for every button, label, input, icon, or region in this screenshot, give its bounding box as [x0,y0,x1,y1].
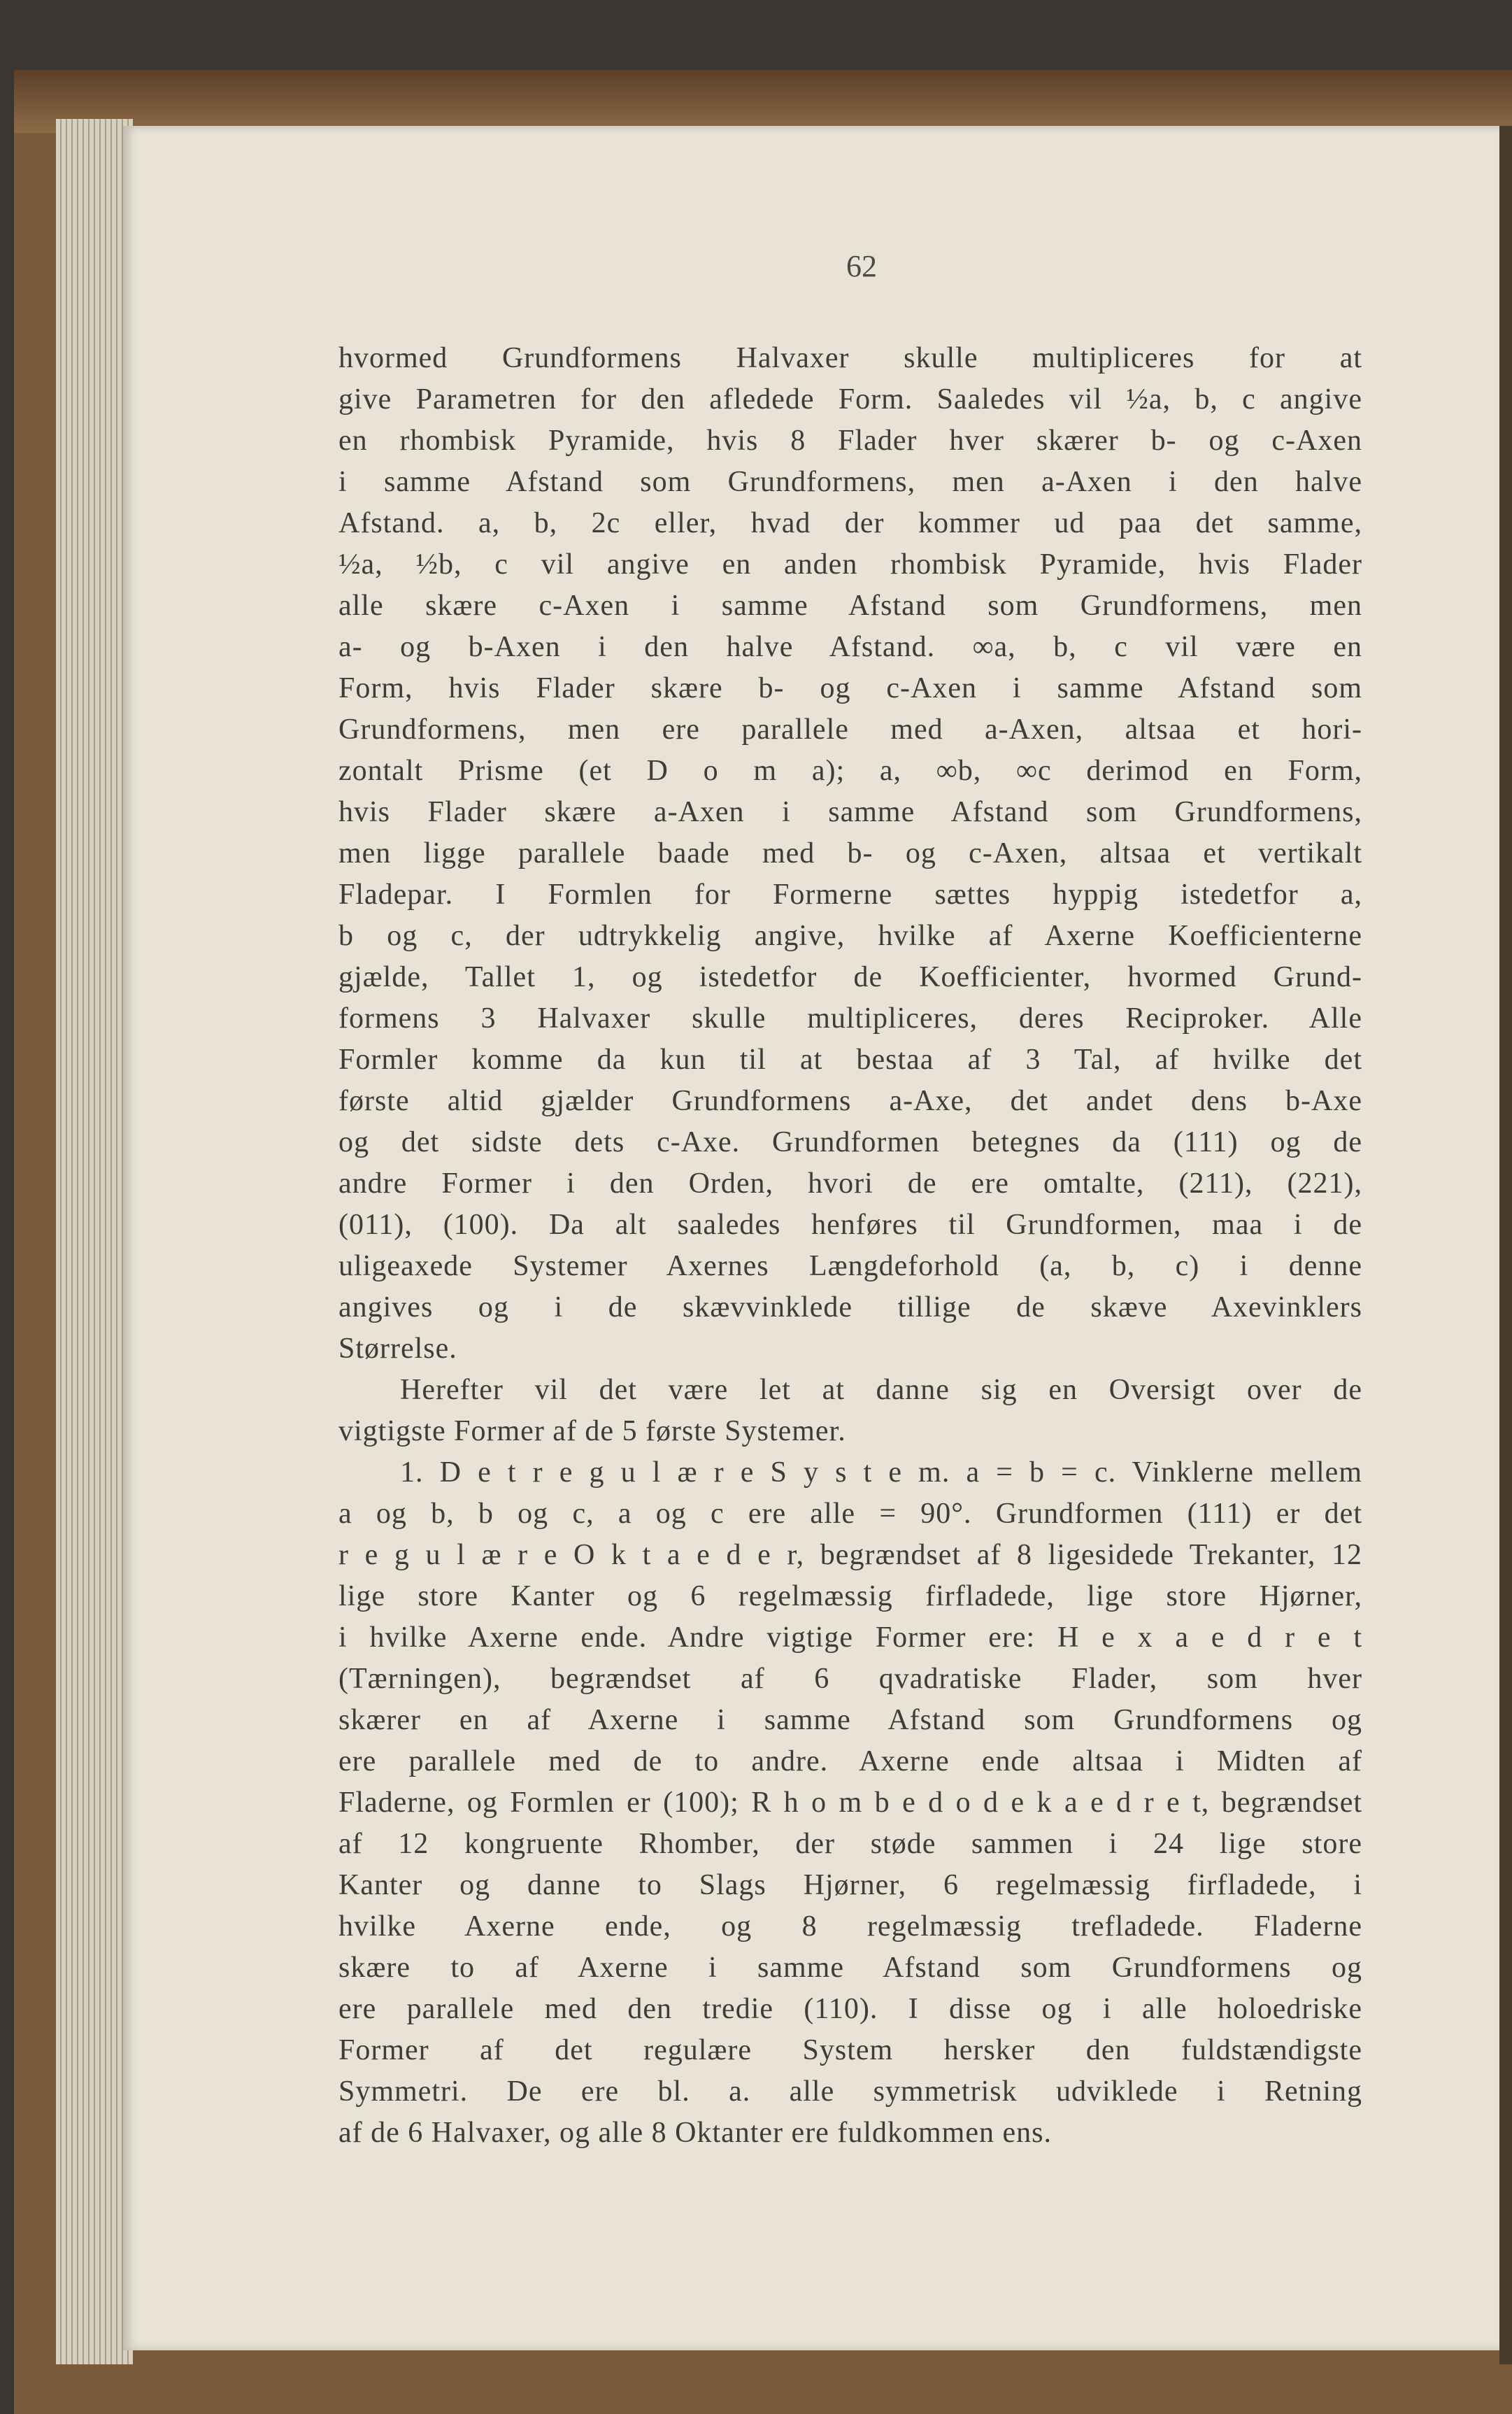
text-line: b og c, der udtrykkelig angive, hvilke af Axerne Koefficienterne [338,920,1362,952]
text-line: zontalt Prisme (et D o m a); a, ∞b, ∞c derimod en Form, [338,755,1362,787]
book-binding-edge [1499,126,1512,2364]
text-line: hvormed Grundformens Halvaxer skulle multipliceres for at [338,342,1362,374]
text-line: Herefter vil det være let at danne sig en Oversigt over de [400,1374,1362,1406]
text-line: (Tærningen), begrændset af 6 qvadratiske Flader, som hver [338,1663,1362,1695]
text-line: 1. D e t r e g u l æ r e S y s t e m. a = b = c. Vinklerne mellem [400,1456,1362,1489]
text-line: ½a, ½b, c vil angive en anden rhombisk Pyramide, hvis Flader [338,548,1362,581]
paragraph [338,338,1362,1370]
text-line: og det sidste dets c-Axe. Grundformen betegnes da (111) og de [338,1126,1362,1158]
text-line: Grundformens, men ere parallele med a-Axen, altsaa et hori- [338,713,1362,746]
text-line: Afstand. a, b, 2c eller, hvad der kommer ud paa det samme, [338,507,1362,539]
text-line: men ligge parallele baade med b- og c-Axen, altsaa et vertikalt [338,837,1362,869]
text-line: (011), (100). Da alt saaledes henføres til Grundformen, maa i de [338,1209,1362,1241]
text-line: af 12 kongruente Rhomber, der støde sammen i 24 lige store [338,1828,1362,1860]
text-line: hvilke Axerne ende, og 8 regelmæssig trefladede. Fladerne [338,1910,1362,1943]
body-text [338,338,1362,2154]
paragraph [338,1452,1362,2154]
text-line: r e g u l æ r e O k t a e d e r, begrændset af 8 ligesidede Trekanter, 12 [338,1539,1362,1571]
text-line: formens 3 Halvaxer skulle multipliceres, deres Reciproker. Alle [338,1002,1362,1035]
text-line: hvis Flader skære a-Axen i samme Afstand som Grundformens, [338,796,1362,828]
book-cover-top-edge [14,70,1512,133]
text-line: Former af det regulære System hersker den fuldstændigste [338,2034,1362,2066]
text-line: Kanter og danne to Slags Hjørner, 6 regelmæssig firfladede, i [338,1869,1362,1901]
text-line: alle skære c-Axen i samme Afstand som Grundformens, men [338,590,1362,622]
text-line: uligeaxede Systemer Axernes Længdeforhold (a, b, c) i denne [338,1250,1362,1282]
text-line: give Parametren for den afledede Form. Saaledes vil ½a, b, c angive [338,383,1362,416]
text-line: a- og b-Axen i den halve Afstand. ∞a, b, c vil være en [338,631,1362,663]
text-line: Symmetri. De ere bl. a. alle symmetrisk udviklede i Retning [338,2075,1362,2108]
paragraph [338,1370,1362,1452]
text-line: angives og i de skævvinklede tillige de skæve Axevinklers [338,1291,1362,1323]
text-line: en rhombisk Pyramide, hvis 8 Flader hver skærer b- og c-Axen [338,425,1362,457]
page-number: 62 [846,249,877,283]
text-line: Fladepar. I Formlen for Formerne sættes hyppig istedetfor a, [338,879,1362,911]
text-line: ere parallele med de to andre. Axerne ende altsaa i Midten af [338,1745,1362,1777]
text-line: i hvilke Axerne ende. Andre vigtige Former ere: H e x a e d r e t [338,1621,1362,1654]
text-line: skære to af Axerne i samme Afstand som Grundformens og [338,1952,1362,1984]
text-line: Formler komme da kun til at bestaa af 3 Tal, af hvilke det [338,1044,1362,1076]
text-line: Fladerne, og Formlen er (100); R h o m b e d o d e k a e d r e t, begrændset [338,1787,1362,1819]
page-edges [56,119,133,2364]
text-line: ere parallele med den tredie (110). I disse og i alle holoedriske [338,1993,1362,2025]
text-line: første altid gjælder Grundformens a-Axe, det andet dens b-Axe [338,1085,1362,1117]
text-line: lige store Kanter og 6 regelmæssig firfladede, lige store Hjørner, [338,1580,1362,1612]
text-line: vigtigste Former af de 5 første Systemer. [338,1415,846,1447]
text-line: Form, hvis Flader skære b- og c-Axen i samme Afstand som [338,672,1362,704]
text-line: skærer en af Axerne i samme Afstand som Grundformens og [338,1704,1362,1736]
text-line: i samme Afstand som Grundformens, men a-Axen i den halve [338,466,1362,498]
text-line: gjælde, Tallet 1, og istedetfor de Koefficienter, hvormed Grund- [338,961,1362,993]
text-line: andre Former i den Orden, hvori de ere omtalte, (211), (221), [338,1167,1362,1200]
text-line: a og b, b og c, a og c ere alle = 90°. Grundformen (111) er det [338,1498,1362,1530]
text-line: Størrelse. [338,1333,457,1365]
text-line: af de 6 Halvaxer, og alle 8 Oktanter ere fuldkommen ens. [338,2117,1052,2149]
